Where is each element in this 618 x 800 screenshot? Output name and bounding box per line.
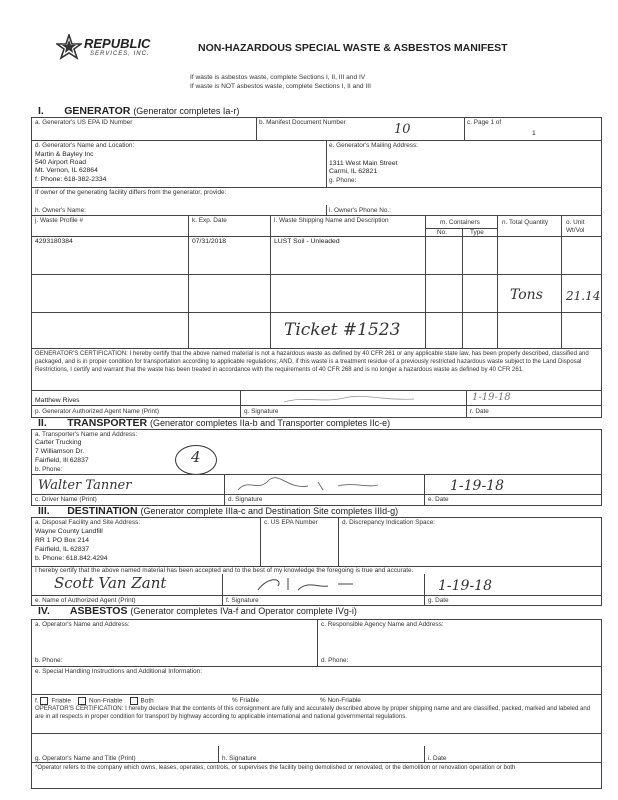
generator-name: Martin & Bayley Inc <box>35 151 94 158</box>
section-asbestos-title <box>38 605 357 617</box>
section-number: III. <box>38 505 50 517</box>
signature-scribble-icon <box>244 393 462 405</box>
percent-friable-label: % Friable <box>232 697 259 704</box>
section-instructions: (Generator complete IIIa-c and Destination Site completes IIId-g) <box>140 506 399 516</box>
section-name: GENERATOR <box>64 105 131 117</box>
friability-label: f. <box>35 697 39 705</box>
signature-scribble-icon <box>238 574 418 594</box>
instruction-non-asbestos: If waste is NOT asbestos waste, complete Sections I, II and III <box>190 83 371 90</box>
page-title: NON-HAZARDOUS SPECIAL WASTE & ASBESTOS MANIFEST <box>198 42 508 54</box>
col-shipping-name: l. Waste Shipping Name and Description <box>274 217 389 224</box>
facility-address: RR 1 PO Box 214 <box>35 537 90 544</box>
owner-name-label: h. Owner's Name: <box>35 207 86 214</box>
section-name: TRANSPORTER <box>67 417 148 429</box>
facility-label: a. Disposal Facility and Site Address: <box>35 519 141 526</box>
both-checkbox[interactable] <box>130 697 138 705</box>
epa-number-label: c. US EPA Number <box>264 519 318 526</box>
destination-certification: I hereby certify that the above named material has been accepted and to the best of my knowledge the foregoing is true and accurate. <box>35 567 414 574</box>
driver-name-handwritten[interactable]: Walter Tanner <box>38 478 132 493</box>
manifest-doc-label: b. Manifest Document Number <box>259 119 346 126</box>
section-destination-title <box>38 505 398 517</box>
waste-description: LUST Soil - Unleaded <box>274 238 340 245</box>
discrepancy-label: d. Discrepancy Indication Space: <box>342 519 436 526</box>
agency-phone-label: d. Phone: <box>321 657 349 664</box>
generator-address: 540 Airport Road <box>35 159 87 166</box>
driver-name-label: c. Driver Name (Print) <box>35 496 97 503</box>
section-number: IV. <box>38 605 50 617</box>
driver-signature-label: d. Signature <box>228 496 263 503</box>
operator-date-label: i. Date <box>428 755 447 762</box>
non-friable-label: Non-Friable <box>89 697 123 705</box>
driver-date-handwritten[interactable]: 1-19-18 <box>450 478 504 494</box>
waste-profile-number: 4293180384 <box>35 238 73 245</box>
mailing-phone-label: g. Phone: <box>329 177 357 184</box>
destination-date-label: g. Date <box>428 597 449 604</box>
friable-label: Friable <box>51 697 71 705</box>
section-instructions: (Generator completes IVa-f and Operator complete IVg-i) <box>130 606 357 616</box>
generator-signature[interactable] <box>244 392 462 404</box>
operator-label: a. Operator's Name and Address: <box>35 621 130 628</box>
generator-date-handwritten[interactable]: 1-19-18 <box>472 392 511 403</box>
generator-signature-label: q. Signature <box>244 408 279 415</box>
waste-exp-date: 07/31/2018 <box>192 238 227 245</box>
transporter-street: 7 Williamson Dr. <box>35 448 85 455</box>
driver-date-label: e. Date <box>428 496 449 503</box>
generator-agent-label: p. Generator Authorized Agent Name (Print) <box>35 408 159 415</box>
special-handling-field[interactable] <box>34 677 599 694</box>
col-waste-profile: j. Waste Profile # <box>35 217 84 224</box>
transporter-phone-label: b. Phone: <box>35 466 63 473</box>
destination-signature[interactable] <box>238 574 418 594</box>
company-logo <box>56 34 186 62</box>
friable-checkbox[interactable] <box>40 697 48 705</box>
col-exp-date: k. Exp. Date <box>192 217 227 224</box>
logo-sub: SERVICES, INC. <box>90 51 150 57</box>
handwritten-ticket: Ticket #1523 <box>284 320 401 340</box>
manifest-doc-number[interactable]: 10 <box>394 122 411 137</box>
agent-name-handwritten[interactable]: Scott Van Zant <box>54 574 167 592</box>
operator-signature-label: h. Signature <box>222 755 257 762</box>
section-generator-title <box>38 105 239 117</box>
both-label: Both <box>140 697 154 705</box>
transporter-name: Carter Trucking <box>35 439 82 446</box>
destination-signature-label: f. Signature <box>226 597 259 604</box>
col-containers: m. Containers <box>440 219 480 226</box>
generator-agent-name: Matthew Rives <box>35 397 80 404</box>
facility-city: Fairfield, IL 62837 <box>35 546 90 553</box>
destination-date-handwritten[interactable]: 1-19-18 <box>438 578 492 594</box>
section-name: ASBESTOS <box>69 605 128 617</box>
operator-phone-label: b. Phone: <box>35 657 63 664</box>
authorized-agent-label: e. Name of Authorized Agent (Print) <box>35 597 136 604</box>
section-instructions: (Generator completes Ia-r) <box>133 106 240 116</box>
facility-name: Wayne County Landfill <box>35 528 103 535</box>
star-logo-icon <box>56 34 82 60</box>
generator-certification: GENERATOR'S CERTIFICATION: I hereby certify that the above named material is not a hazardous waste as defined by 40 CFR 261 or any applicable state law, has been properly described, classified and packaged, and is in proper condition for transportation according to applicable regulations; AND, if this waste is a treatment residue of a previously restricted hazardous waste subject to the Land Disposal Restrictions, I certify and warrant that the waste has been treated in accordance with the requirements of 40 CFR 268 and is no longer a hazardous waste as defined by 40 CFR 261. <box>35 350 589 373</box>
generator-city: Mt. Vernon, IL 62864 <box>35 167 98 174</box>
non-friable-checkbox[interactable] <box>78 697 86 705</box>
section-number: I. <box>38 105 44 117</box>
operator-certification: OPERATOR'S CERTIFICATION: I hereby declare that the contents of this consignment are fully and accurately described above by proper shipping name and are classified, packed, marked and labeled and are in all respects in proper condition for transport by highway according to applicable international and national governmental regulations. <box>35 705 591 720</box>
facility-phone: b. Phone: 618.842.4294 <box>35 555 108 562</box>
handwritten-unit: Tons <box>510 287 543 303</box>
generator-phone: f. Phone: 618-382-2334 <box>35 176 107 183</box>
mailing-city: Carmi, IL 62821 <box>329 168 378 175</box>
col-unit: o. Unit Wt/Vol <box>566 219 585 234</box>
col-containers-no: No. <box>437 229 447 236</box>
transporter-city: Fairfield, Ill 62837 <box>35 457 89 464</box>
percent-non-friable-label: % Non-Friable <box>320 697 361 704</box>
signature-scribble-icon <box>228 476 424 494</box>
generator-name-label: d. Generator's Name and Location: <box>35 142 135 149</box>
section-name: DESTINATION <box>67 505 138 517</box>
mailing-street: 1311 West Main Street <box>329 160 398 167</box>
special-handling-label: e. Special Handling Instructions and Additional Information: <box>35 668 202 675</box>
epa-id-label: a. Generator's US EPA ID Number <box>35 119 133 126</box>
driver-signature[interactable] <box>228 476 424 494</box>
handwritten-quantity: 21.14 <box>566 289 601 303</box>
handwritten-transport-number: 4 <box>191 448 201 466</box>
mailing-address-label: e. Generator's Mailing Address: <box>329 142 418 149</box>
logo-main: REPUBLIC <box>84 36 151 51</box>
generator-date-label: r. Date <box>470 408 489 415</box>
operator-footnote: *Operator refers to the company which owns, leases, operates, controls, or supervises the facility being demolished or renovated, or the demolition or renovation operation or both <box>35 764 516 771</box>
page-of-label: c. Page 1 of <box>467 119 502 126</box>
col-total-quantity: n. Total Quantity <box>502 219 549 226</box>
instruction-asbestos: If waste is asbestos waste, complete Sections I, II, III and IV <box>190 74 366 81</box>
friability-row <box>35 697 154 705</box>
section-transporter-title <box>38 417 390 429</box>
transporter-label: a. Transporter's Name and Address: <box>35 431 138 438</box>
page-total: 1 <box>532 130 536 137</box>
section-number: II. <box>38 417 47 429</box>
col-containers-type: Type <box>470 229 484 236</box>
owner-phone-label: i. Owner's Phone No.: <box>329 207 391 214</box>
owner-instruction: If owner of the generating facility differs from the generator, provide: <box>35 189 227 196</box>
epa-id-field[interactable] <box>34 127 252 139</box>
section-instructions: (Generator completes IIa-b and Transporter completes IIc-e) <box>150 418 391 428</box>
agency-label: c. Responsible Agency Name and Address: <box>321 621 444 628</box>
operator-name-label: g. Operator's Name and Title (Print) <box>35 755 136 762</box>
